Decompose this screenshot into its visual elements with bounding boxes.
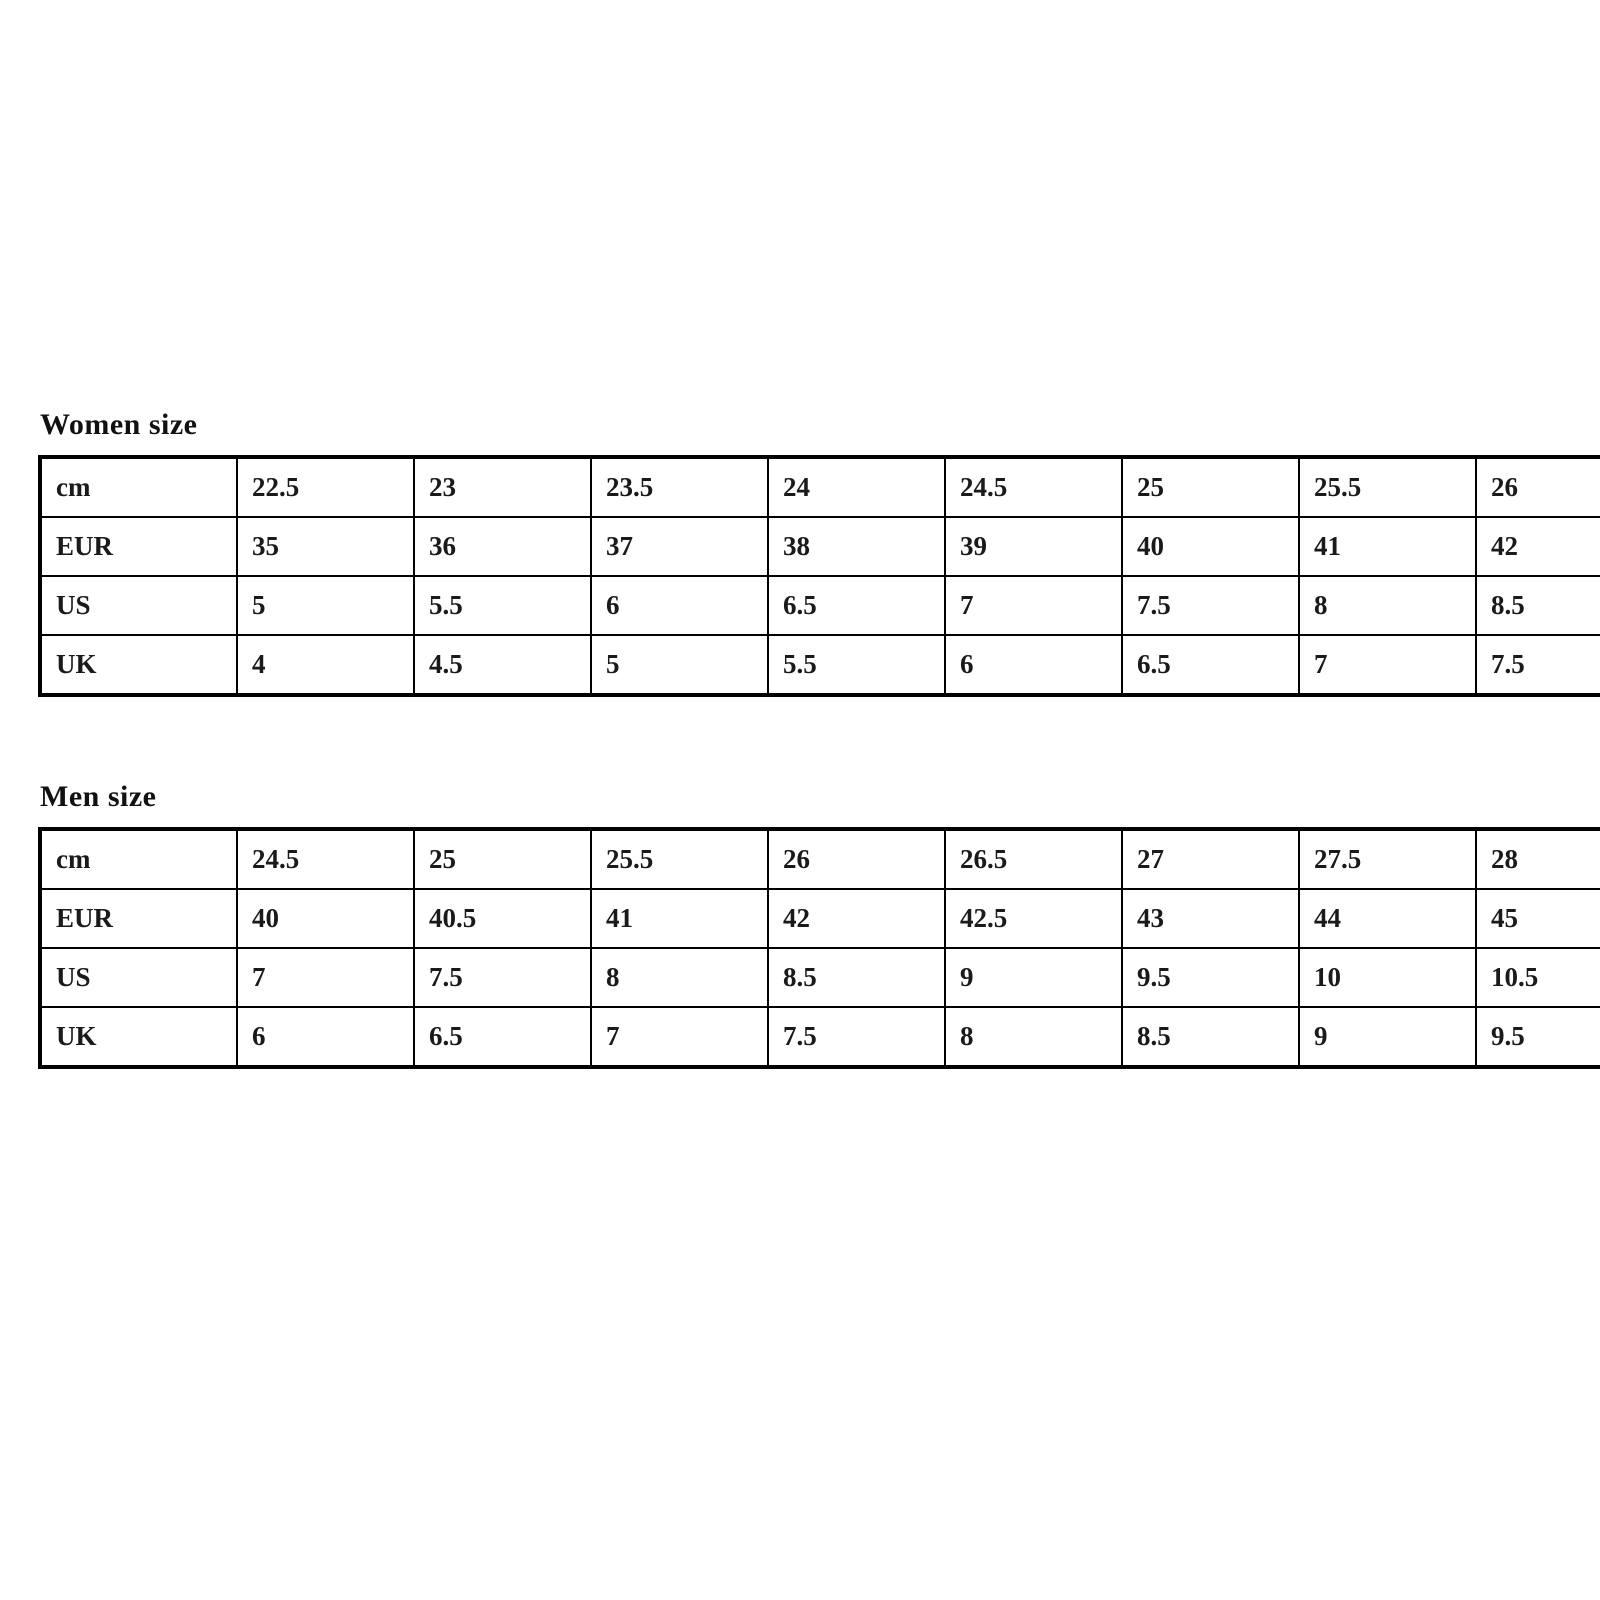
cell-uk-5: 8 (945, 1007, 1122, 1067)
cell-cm-2: 25 (414, 829, 591, 889)
cell-eur-1: 35 (237, 517, 414, 576)
cell-uk-2: 6.5 (414, 1007, 591, 1067)
cell-cm-5: 26.5 (945, 829, 1122, 889)
cell-us-8: 10.5 (1476, 948, 1600, 1007)
row-label-cm: cm (40, 457, 237, 517)
row-label-uk: UK (40, 1007, 237, 1067)
cell-eur-4: 42 (768, 889, 945, 948)
row-label-us: US (40, 576, 237, 635)
cell-uk-2: 4.5 (414, 635, 591, 695)
row-label-us: US (40, 948, 237, 1007)
cell-cm-3: 23.5 (591, 457, 768, 517)
row-label-eur: EUR (40, 889, 237, 948)
cell-cm-7: 25.5 (1299, 457, 1476, 517)
cell-eur-8: 42 (1476, 517, 1600, 576)
cell-eur-7: 44 (1299, 889, 1476, 948)
cell-us-5: 7 (945, 576, 1122, 635)
table-row (40, 829, 1600, 889)
cell-us-3: 6 (591, 576, 768, 635)
cell-cm-4: 24 (768, 457, 945, 517)
cell-eur-7: 41 (1299, 517, 1476, 576)
cell-eur-4: 38 (768, 517, 945, 576)
cell-uk-7: 7 (1299, 635, 1476, 695)
cell-cm-8: 28 (1476, 829, 1600, 889)
cell-us-7: 10 (1299, 948, 1476, 1007)
cell-uk-8: 7.5 (1476, 635, 1600, 695)
cell-us-3: 8 (591, 948, 768, 1007)
cell-uk-3: 7 (591, 1007, 768, 1067)
cell-eur-1: 40 (237, 889, 414, 948)
cell-cm-5: 24.5 (945, 457, 1122, 517)
women-size-section (38, 408, 1525, 697)
cell-eur-2: 36 (414, 517, 591, 576)
cell-uk-8: 9.5 (1476, 1007, 1600, 1067)
cell-cm-4: 26 (768, 829, 945, 889)
cell-cm-6: 25 (1122, 457, 1299, 517)
cell-cm-3: 25.5 (591, 829, 768, 889)
cell-us-7: 8 (1299, 576, 1476, 635)
row-label-eur: EUR (40, 517, 237, 576)
cell-cm-8: 26 (1476, 457, 1600, 517)
cell-cm-1: 22.5 (237, 457, 414, 517)
table-row (40, 635, 1600, 695)
cell-cm-1: 24.5 (237, 829, 414, 889)
table-row (40, 948, 1600, 1007)
cell-cm-7: 27.5 (1299, 829, 1476, 889)
cell-uk-3: 5 (591, 635, 768, 695)
cell-eur-5: 39 (945, 517, 1122, 576)
table-row (40, 457, 1600, 517)
cell-us-4: 8.5 (768, 948, 945, 1007)
cell-us-4: 6.5 (768, 576, 945, 635)
table-row (40, 889, 1600, 948)
cell-eur-3: 37 (591, 517, 768, 576)
table-row (40, 576, 1600, 635)
cell-uk-7: 9 (1299, 1007, 1476, 1067)
cell-eur-2: 40.5 (414, 889, 591, 948)
cell-us-5: 9 (945, 948, 1122, 1007)
women-size-title: Women size (40, 408, 198, 441)
cell-us-1: 5 (237, 576, 414, 635)
cell-uk-6: 6.5 (1122, 635, 1299, 695)
cell-uk-1: 4 (237, 635, 414, 695)
cell-us-6: 9.5 (1122, 948, 1299, 1007)
row-label-uk: UK (40, 635, 237, 695)
cell-eur-5: 42.5 (945, 889, 1122, 948)
cell-us-2: 7.5 (414, 948, 591, 1007)
men-size-title: Men size (40, 780, 157, 813)
cell-us-8: 8.5 (1476, 576, 1600, 635)
cell-eur-6: 40 (1122, 517, 1299, 576)
cell-uk-6: 8.5 (1122, 1007, 1299, 1067)
cell-uk-5: 6 (945, 635, 1122, 695)
women-size-table (38, 455, 1600, 697)
cell-uk-1: 6 (237, 1007, 414, 1067)
cell-uk-4: 5.5 (768, 635, 945, 695)
men-size-table (38, 827, 1600, 1069)
cell-eur-6: 43 (1122, 889, 1299, 948)
cell-cm-6: 27 (1122, 829, 1299, 889)
cell-us-1: 7 (237, 948, 414, 1007)
table-row (40, 517, 1600, 576)
cell-us-6: 7.5 (1122, 576, 1299, 635)
cell-cm-2: 23 (414, 457, 591, 517)
men-size-section (38, 780, 1539, 1069)
table-row (40, 1007, 1600, 1067)
cell-us-2: 5.5 (414, 576, 591, 635)
row-label-cm: cm (40, 829, 237, 889)
cell-eur-3: 41 (591, 889, 768, 948)
cell-uk-4: 7.5 (768, 1007, 945, 1067)
cell-eur-8: 45 (1476, 889, 1600, 948)
